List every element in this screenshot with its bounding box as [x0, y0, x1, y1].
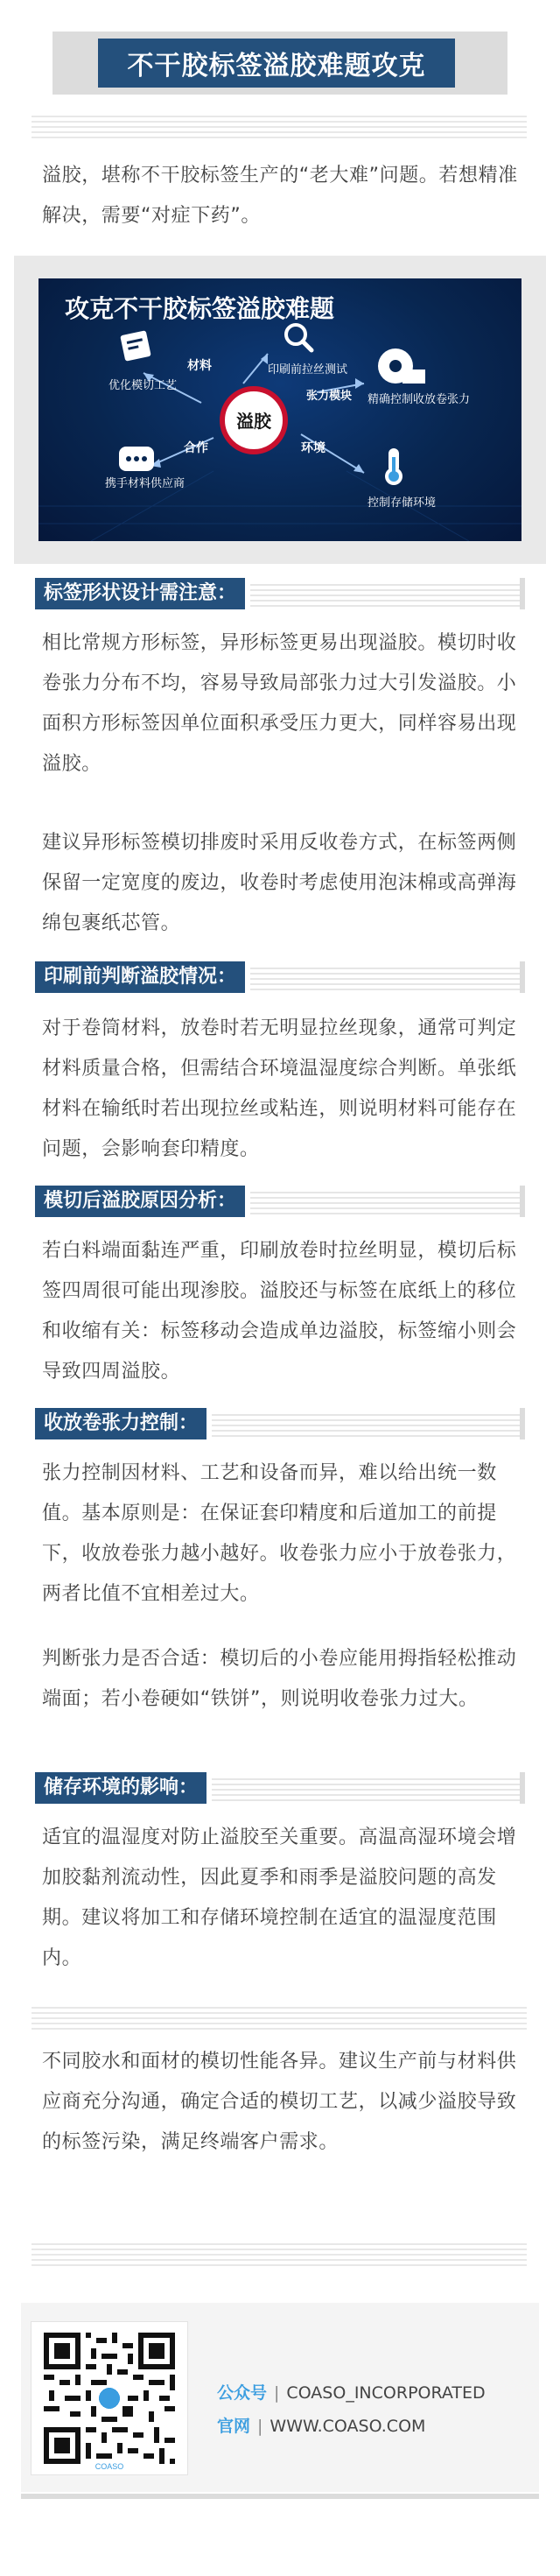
qr-code-card[interactable]	[32, 2322, 187, 2474]
paragraph: 适宜的温湿度对防止溢胶至关重要。高温高湿环境会增加胶黏剂流动性，因此夏季和雨季是溢胶问题的高发期。建议将加工和存储环境控制在适宜的温湿度范围内。	[42, 1826, 517, 1969]
process-icon	[120, 330, 151, 362]
roll-icon	[378, 348, 425, 384]
node-environment: 环境	[301, 441, 326, 455]
section-header-tension	[35, 1408, 525, 1439]
paragraph: 相比常规方形标签，异形标签更易出现溢胶。模切时收卷张力分布不均，容易导致局部张力过大引发溢胶。小面积方形标签因单位面积承受压力更大，同样容易出现溢胶。	[42, 632, 517, 775]
section-header-storage	[35, 1772, 525, 1804]
chat-bubble-icon	[119, 447, 154, 471]
node-storage: 控制存储环境	[368, 496, 437, 510]
section-label: 印刷前判断溢胶情况：	[35, 961, 245, 993]
intro-paragraph: 溢胶，堪称不干胶标签生产的“老大难”问题。若想精准解决，需要“对症下药”。	[42, 165, 518, 227]
section-stripes	[250, 581, 520, 607]
banner-center-label: 溢胶	[236, 411, 271, 432]
section-header-shape	[35, 578, 525, 609]
website-row: 官网 | WWW.COASO.COM	[217, 2417, 426, 2436]
node-tension-module: 张力模块	[306, 390, 353, 403]
paragraph: 判断张力是否合适：模切后的小卷应能用拇指轻松推动端面；若小卷硬如“铁饼”，则说明收卷张力过大。	[42, 1648, 517, 1710]
paragraph: 建议异形标签模切排废时采用反收卷方式，在标签两侧保留一定宽度的废边，收卷时考虑使用泡沫棉或高弹海绵包裹纸芯管。	[42, 832, 517, 934]
node-material: 材料	[187, 359, 212, 373]
wechat-row: 公众号 | COASO_INCORPORATED	[217, 2383, 486, 2403]
section-header-diecut	[35, 1186, 525, 1217]
divider-stripes	[32, 2005, 527, 2030]
closing-paragraph: 不同胶水和面材的模切性能各异。建议生产前与材料供应商充分沟通，确定合适的模切工艺，以减少溢胶导致的标签污染，满足终端客户需求。	[42, 2051, 517, 2153]
qr-code-icon	[44, 2333, 175, 2464]
section-label: 模切后溢胶原因分析：	[35, 1186, 245, 1217]
section-label: 收放卷张力控制：	[35, 1408, 206, 1439]
section-header-print	[35, 961, 525, 993]
thermometer-icon	[385, 448, 402, 485]
node-cooperation: 合作	[184, 441, 208, 455]
node-test: 印刷前拉丝测试	[268, 363, 348, 377]
banner-image	[38, 278, 522, 541]
footer-line	[21, 2494, 539, 2499]
node-supplier: 携手材料供应商	[105, 477, 186, 490]
paragraph: 若白料端面黏连严重，印刷放卷时拉丝明显，模切后标签四周很可能出现渗胶。溢胶还与标签在底纸上的移位和收缩有关：标签移动会造成单边溢胶，标签缩小则会导致四周溢胶。	[42, 1240, 517, 1383]
wechat-key: 公众号	[217, 2383, 268, 2403]
paragraph: 对于卷筒材料，放卷时若无明显拉丝现象，通常可判定材料质量合格，但需结合环境温湿度综合判断。单张纸材料在输纸时若出现拉丝或粘连，则说明材料可能存在问题，会影响套印精度。	[42, 1017, 517, 1160]
banner-title: 攻克不干胶标签溢胶难题	[65, 294, 335, 323]
section-label: 标签形状设计需注意：	[35, 578, 245, 609]
node-process: 优化模切工艺	[108, 379, 178, 392]
magnifier-icon	[286, 325, 312, 350]
divider-stripes	[32, 114, 527, 138]
qr-logo-caption: COASO	[94, 2462, 124, 2471]
title-box	[98, 39, 455, 88]
divider-stripes	[32, 2242, 527, 2266]
site-value[interactable]: WWW.COASO.COM	[270, 2417, 426, 2436]
wechat-value[interactable]: COASO_INCORPORATED	[286, 2383, 486, 2403]
paragraph: 张力控制因材料、工艺和设备而异，难以给出统一数值。基本原则是：在保证套印精度和后道加工的前提下，收放卷张力越小越好。收卷张力应小于放卷张力，两者比值不宜相差过大。	[42, 1462, 517, 1605]
page-title: 不干胶标签溢胶难题攻克	[127, 51, 426, 81]
site-key: 官网	[217, 2417, 251, 2436]
node-tension: 精确控制收放卷张力	[368, 393, 471, 406]
section-label: 储存环境的影响：	[35, 1772, 206, 1804]
